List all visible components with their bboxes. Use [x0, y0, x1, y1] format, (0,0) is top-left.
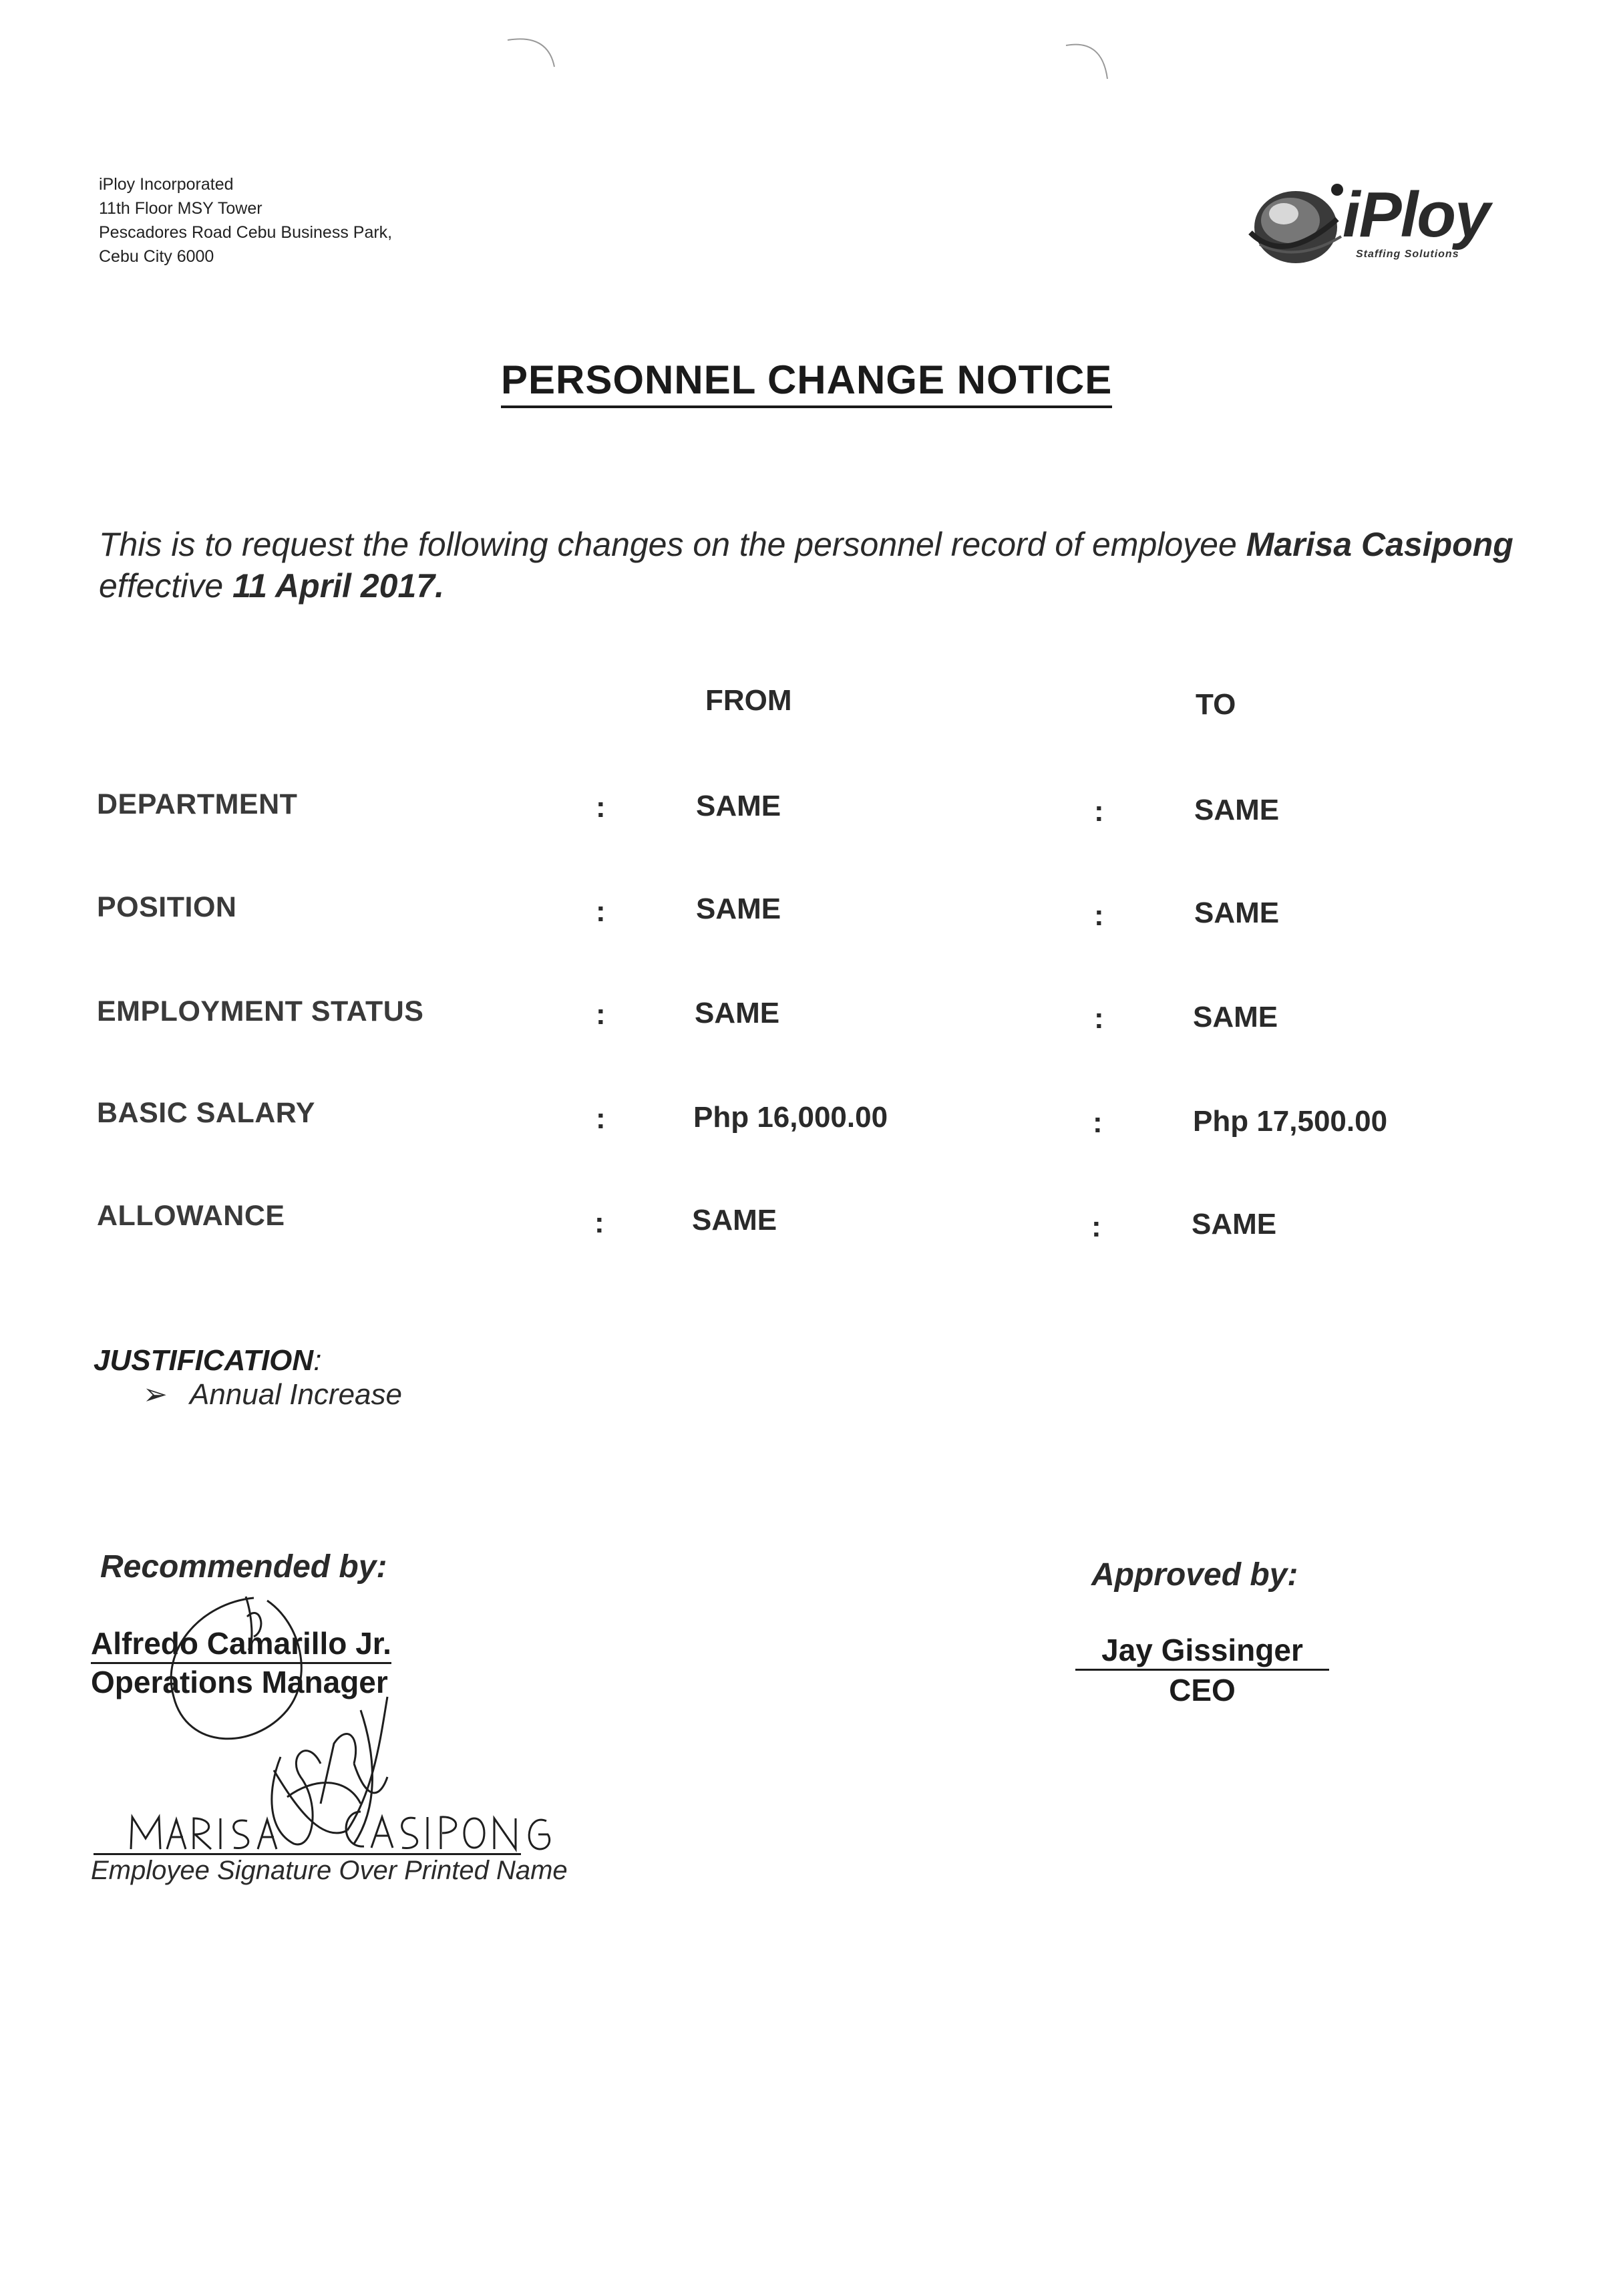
recommender-name: Alfredo Camarillo Jr.: [91, 1625, 391, 1664]
logo-tagline: Staffing Solutions: [1356, 249, 1459, 260]
row-to-basic-salary: Php 17,500.00: [1193, 1105, 1388, 1138]
justification-item: [143, 1377, 402, 1412]
row-label-allowance: ALLOWANCE: [97, 1200, 285, 1232]
row-from-basic-salary: Php 16,000.00: [693, 1101, 888, 1134]
row-from-position: SAME: [696, 892, 781, 925]
row-to-department: SAME: [1194, 794, 1280, 826]
row-from-department: SAME: [696, 790, 781, 822]
punch-mark-right: [1066, 45, 1107, 79]
recommended-by-heading: Recommended by:: [100, 1549, 387, 1585]
justification-item-text: Annual Increase: [190, 1378, 402, 1411]
row-colon-from: :: [596, 1102, 606, 1135]
approved-by-heading: Approved by:: [1091, 1557, 1298, 1593]
justification-heading: [94, 1344, 321, 1377]
employee-signature-line: [94, 1853, 521, 1855]
column-header-to: TO: [1196, 688, 1236, 721]
address-line-city: Cebu City 6000: [99, 247, 214, 266]
address-line-floor: 11th Floor MSY Tower: [99, 199, 262, 218]
punch-mark-left: [508, 39, 554, 67]
arrow-bullet-icon: ➢: [143, 1378, 168, 1411]
address-line-street: Pescadores Road Cebu Business Park,: [99, 223, 393, 242]
row-colon-from: :: [596, 895, 606, 928]
recommender-title: Operations Manager: [91, 1665, 388, 1699]
logo-wordmark: iPloy: [1343, 179, 1489, 251]
intro-text-middle: effective: [99, 567, 233, 605]
row-colon-to: :: [1093, 1106, 1103, 1139]
row-colon-to: :: [1094, 795, 1104, 828]
row-colon-from: :: [596, 998, 606, 1031]
effective-date: 11 April 2017.: [232, 567, 444, 605]
company-logo: [1244, 179, 1524, 273]
approver-name: Jay Gissinger: [1075, 1631, 1329, 1671]
row-label-position: POSITION: [97, 891, 237, 923]
row-colon-from: :: [596, 791, 606, 824]
intro-text-before: This is to request the following changes on the personnel record of employee: [99, 526, 1246, 563]
document-title: PERSONNEL CHANGE NOTICE: [501, 357, 1112, 408]
row-label-employment-status: EMPLOYMENT STATUS: [97, 995, 424, 1027]
row-to-position: SAME: [1194, 896, 1280, 929]
employee-name: Marisa Casipong: [1246, 526, 1513, 563]
address-line-company: iPloy Incorporated: [99, 175, 234, 194]
company-address: [99, 172, 392, 269]
row-from-employment-status: SAME: [695, 997, 780, 1029]
row-to-employment-status: SAME: [1193, 1001, 1278, 1033]
row-label-basic-salary: BASIC SALARY: [97, 1097, 315, 1129]
employee-handwritten-name: [131, 1734, 550, 1849]
row-label-department: DEPARTMENT: [97, 788, 298, 820]
row-to-allowance: SAME: [1192, 1208, 1277, 1241]
row-colon-to: :: [1094, 1002, 1104, 1035]
justification-label: JUSTIFICATION: [94, 1344, 314, 1377]
employee-signature-caption: Employee Signature Over Printed Name: [91, 1856, 568, 1885]
column-header-from: FROM: [705, 684, 792, 717]
row-from-allowance: SAME: [692, 1204, 777, 1237]
row-colon-from: :: [594, 1206, 604, 1239]
globe-icon: [1244, 179, 1344, 273]
justification-colon: :: [313, 1344, 322, 1377]
approver-title: CEO: [1169, 1673, 1236, 1707]
row-colon-to: :: [1094, 899, 1104, 932]
row-colon-to: :: [1091, 1210, 1101, 1243]
intro-paragraph: [99, 524, 1535, 607]
